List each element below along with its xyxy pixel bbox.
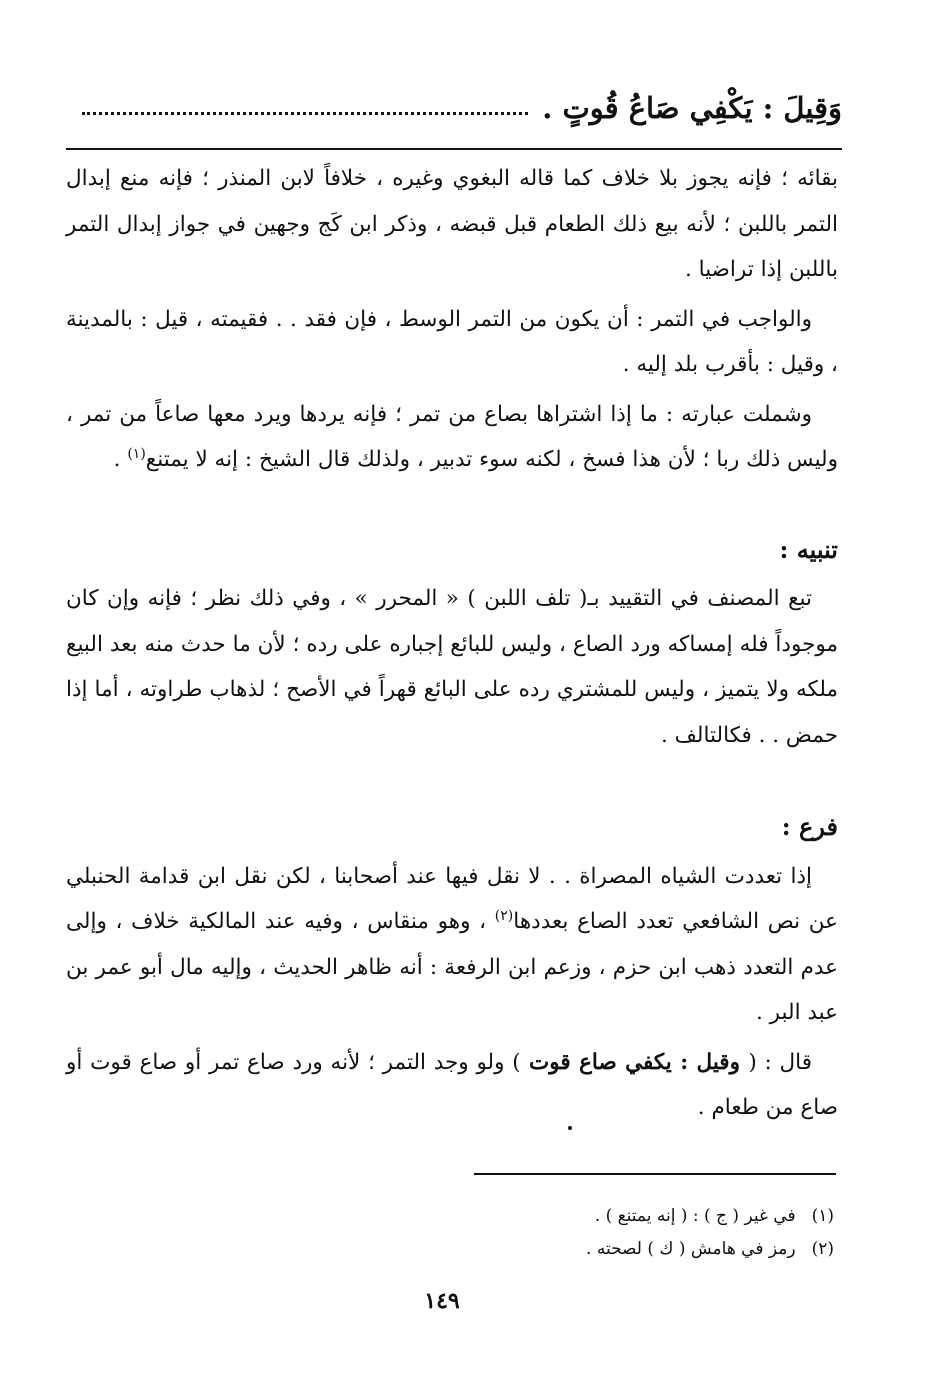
- footnote-text: في غير ( ج ) : ( إنه يمتنع ) .: [594, 1206, 796, 1226]
- paragraph-3-end: .: [113, 447, 128, 472]
- header-title: وَقِيلَ : يَكْفِي صَاعُ قُوتٍ .: [542, 91, 842, 125]
- section-2-quote-paragraph: [66, 1040, 838, 1131]
- footnote-number: (١): [811, 1206, 834, 1226]
- footnote-2: [134, 1233, 834, 1266]
- section-1-text: تبع المصنف في التقييد بـ( تلف اللبن ) « المحرر » ، وفي ذلك نظر ؛ فإنه وإن كان موجوداً فله إمساكه ورد الصاع ، وليس للبائع إجباره على رده ؛ لأن ما حدث منه بعد البيع ملكه ولا يتميز ، وليس للمشتري رده على البائع قهراً في الأصح ؛ لذهاب طراوته ، أما إذا حمض . . فكالتالف .: [66, 586, 838, 748]
- quoted-matn: وقيل : يكفي صاع قوت: [520, 1049, 749, 1075]
- footnote-ref-2[interactable]: (٢): [494, 907, 514, 924]
- paragraph-2: والواجب في التمر : أن يكون من التمر الوسط ، فإن فقد . . فقيمته ، قيل : بالمدينة ، وقيل : بأقرب بلد إليه .: [66, 306, 838, 377]
- footnote-text: رمز في هامش ( ك ) لصحته .: [586, 1239, 796, 1259]
- footnote-ref-1[interactable]: (١): [127, 445, 146, 462]
- section-2-text: [66, 854, 838, 1036]
- page-number: ١٤٩: [424, 1288, 460, 1314]
- quote-rest: ) ولو وجد التمر ؛ لأنه ورد صاع تمر أو صاع قوت أو صاع من طعام .: [66, 1049, 838, 1120]
- paragraph-3: [66, 392, 838, 483]
- main-text: [66, 156, 838, 1135]
- paragraph-3-text: وشملت عبارته : ما إذا اشتراها بصاع من تمر ؛ فإنه يردها ويرد معها صاعاً من تمر ، وليس ذلك ربا ؛ لأن هذا فسخ ، لكنه سوء تدبير ، ولذلك قال الشيخ : إنه لا يمتنع: [66, 401, 838, 472]
- section-spacer: [66, 762, 838, 804]
- footnotes: [134, 1200, 834, 1266]
- footnote-1: [134, 1200, 834, 1233]
- section-heading-tanbih: تنبيه :: [779, 534, 838, 564]
- header-dotted-leader: [82, 112, 528, 115]
- section-2-text-start: إذا تعددت الشياه المصراة . . لا نقل فيها عند أصحابنا ، لكن نقل ابن قدامة الحنبلي عن نص الشافعي تعدد الصاع بعددها: [66, 863, 838, 934]
- paragraph-1: بقائه ؛ فإنه يجوز بلا خلاف كما قاله البغوي وغيره ، خلافاً لابن المنذر ؛ فإنه منع إبدال التمر باللبن ؛ لأنه بيع ذلك الطعام قبل قبضه ، وذكر ابن كَج وجهين في جواز إبدال التمر باللبن إذا تراضيا .: [66, 166, 838, 282]
- running-header: [82, 80, 842, 136]
- ink-dot: [568, 1126, 572, 1130]
- footnote-number: (٢): [811, 1239, 834, 1259]
- section-spacer: [66, 487, 838, 527]
- section-2-text-end: ، وهو منقاس ، وفيه عند المالكية خلاف ، وإلى عدم التعدد ذهب ابن حزم ، وزعم ابن الرفعة : أنه ظاهر الحديث ، وإليه مال أبو عمر بن عبد البر .: [66, 909, 838, 1025]
- header-rule: [66, 148, 842, 150]
- quote-intro: قال : (: [748, 1049, 812, 1075]
- section-heading-far: فرع :: [781, 812, 838, 841]
- footnote-rule: [474, 1173, 836, 1175]
